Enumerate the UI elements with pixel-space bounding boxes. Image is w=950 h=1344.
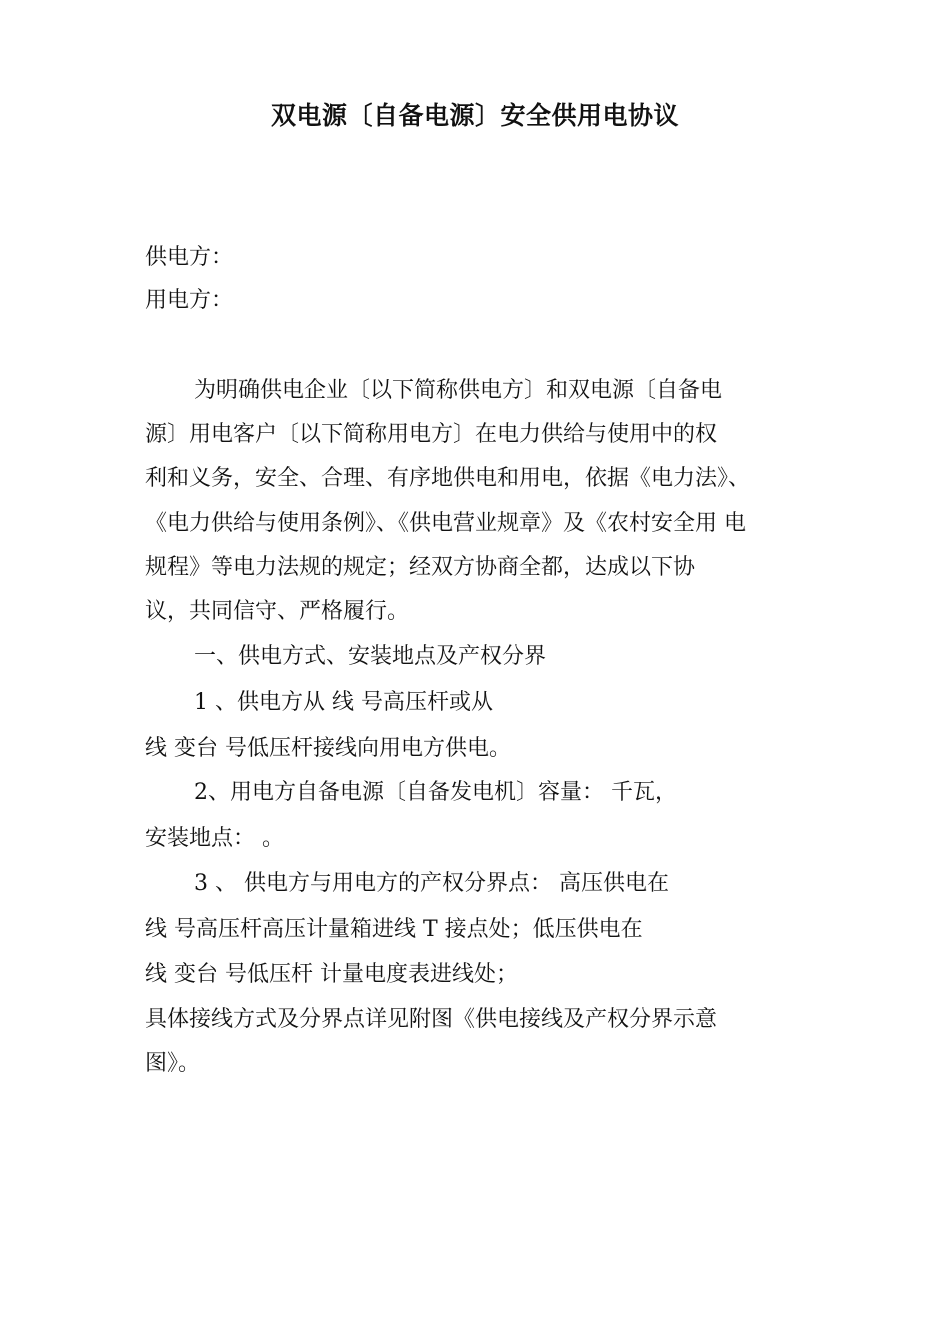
paragraph-line: 利和义务，安全、合理、有序地供电和用电，依据《电力法》、 — [145, 466, 751, 491]
clause-line: 3 、 供电方与用电方的产权分界点： 高压供电在 — [194, 871, 669, 896]
section-heading: 一、供电方式、安装地点及产权分界 — [194, 644, 547, 669]
clause-line: 线 号高压杆高压计量箱进线 T 接点处；低压供电在 — [145, 917, 643, 942]
paragraph-line: 规程》等电力法规的规定；经双方协商全都，达成以下协 — [145, 555, 696, 580]
clause-line: 1 、供电方从 线 号高压杆或从 — [194, 690, 493, 715]
document-title: 双电源〔自备电源〕安全供用电协议 — [270, 101, 679, 130]
clause-line: 安装地点： 。 — [145, 826, 284, 851]
paragraph-line: 为明确供电企业〔以下简称供电方〕和双电源〔自备电 — [194, 378, 723, 403]
consumer-label: 用电方： — [145, 288, 234, 313]
supplier-label: 供电方： — [145, 245, 234, 270]
clause-line: 2、用电方自备电源〔自备发电机〕容量： 千瓦， — [194, 780, 677, 805]
paragraph-line: 《电力供给与使用条例》、《供电营业规章》及《农村安全用 电 — [145, 511, 746, 536]
clause-line: 图》。 — [145, 1051, 201, 1076]
clause-line: 线 变台 号低压杆接线向用电方供电。 — [145, 736, 511, 761]
clause-line: 线 变台 号低压杆 计量电度表进线处； — [145, 962, 518, 987]
paragraph-line: 议，共同信守、严格履行。 — [145, 599, 410, 624]
paragraph-line: 源〕用电客户〔以下简称用电方〕在电力供给与使用中的权 — [145, 422, 718, 447]
clause-line: 具体接线方式及分界点详见附图《供电接线及产权分界示意 — [145, 1007, 718, 1032]
